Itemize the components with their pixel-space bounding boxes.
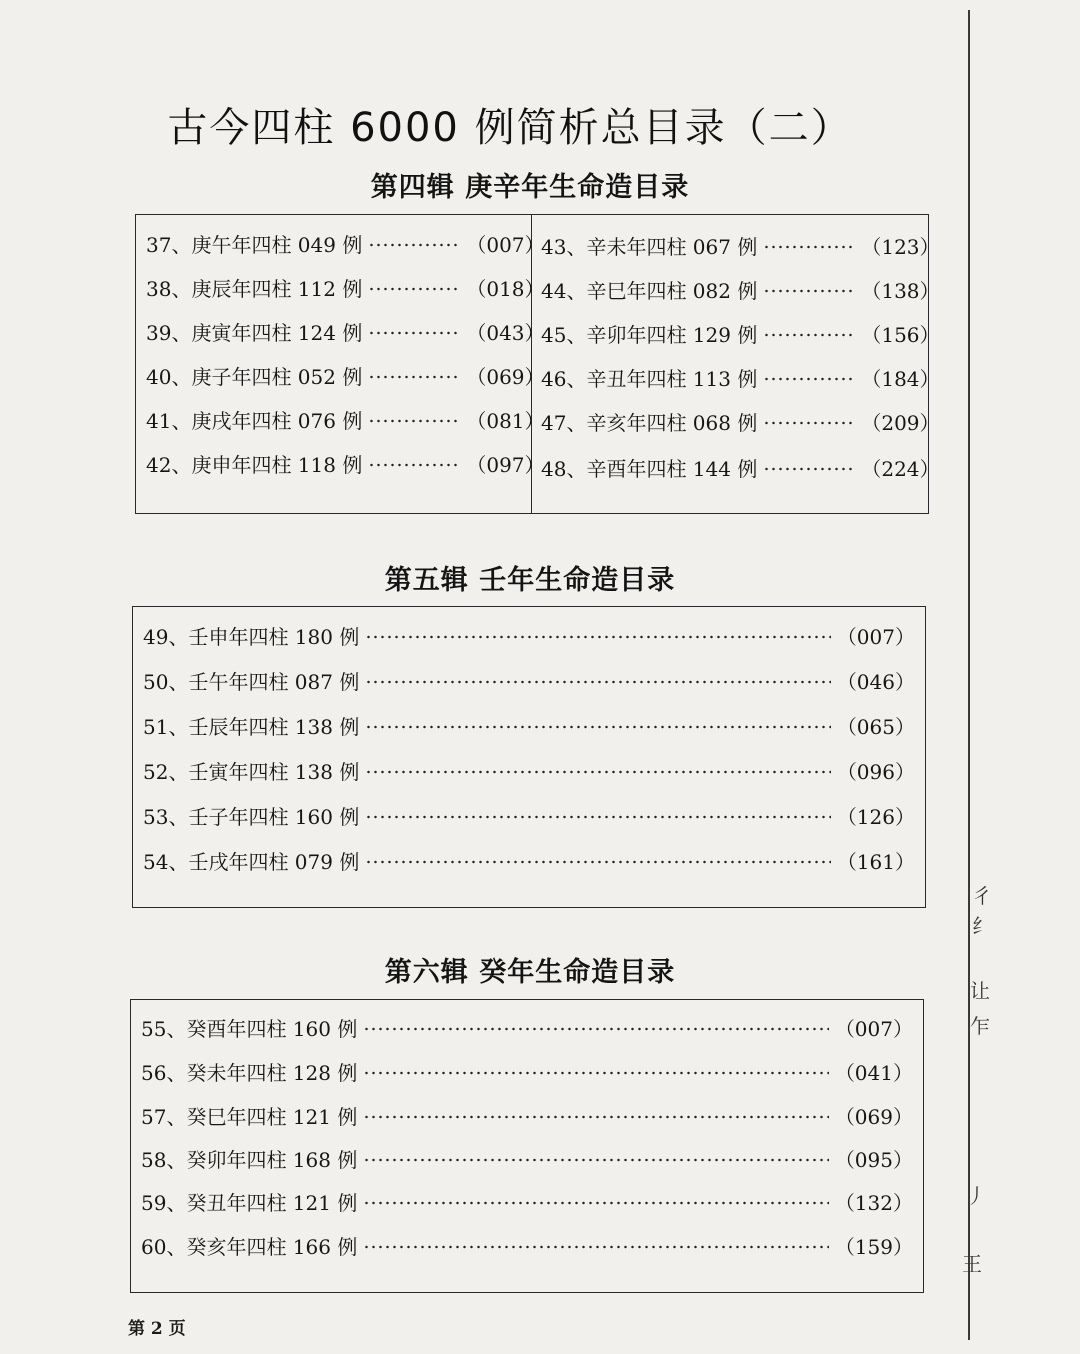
toc-entry: 55、癸酉年四柱 160 例 （007） (141, 1017, 913, 1041)
page-number: 第 2 页 (128, 1319, 186, 1339)
edge-character: 让 (970, 979, 990, 1003)
toc-entry: 58、癸卯年四柱 168 例 （095） (141, 1148, 913, 1172)
edge-character: 乍 (970, 1014, 990, 1038)
toc-entry: 59、癸丑年四柱 121 例 （132） (141, 1191, 913, 1215)
section-4-heading: 第四辑 庚辛年生命造目录 (370, 172, 690, 203)
toc-entry: 47、辛亥年四柱 068 例 （209） (541, 411, 940, 435)
section-5-column (143, 607, 915, 907)
section-6-column (141, 1000, 913, 1292)
edge-character: 纟 (972, 914, 992, 938)
binding-edge-line (968, 10, 970, 1340)
section-5-toc-box (132, 606, 926, 908)
toc-entry: 60、癸亥年四柱 166 例 （159） (141, 1235, 913, 1259)
toc-entry: 39、庚寅年四柱 124 例 （043） (146, 321, 545, 345)
toc-entry: 43、辛未年四柱 067 例 （123） (541, 235, 940, 259)
toc-entry: 48、辛酉年四柱 144 例 （224） (541, 457, 940, 481)
edge-character: 丿 (966, 1184, 986, 1208)
edge-character: 彳 (972, 884, 992, 908)
toc-entry: 49、壬申年四柱 180 例 （007） (143, 625, 915, 649)
toc-entry: 57、癸巳年四柱 121 例 （069） (141, 1105, 913, 1129)
toc-entry: 45、辛卯年四柱 129 例 （156） (541, 323, 940, 347)
toc-entry: 42、庚申年四柱 118 例 （097） (146, 453, 545, 477)
toc-entry: 44、辛巳年四柱 082 例 （138） (541, 279, 940, 303)
toc-entry: 40、庚子年四柱 052 例 （069） (146, 365, 545, 389)
section-6-toc-box (130, 999, 924, 1293)
toc-entry: 41、庚戌年四柱 076 例 （081） (146, 409, 545, 433)
section-5-heading: 第五辑 壬年生命造目录 (384, 565, 676, 596)
toc-entry: 54、壬戌年四柱 079 例 （161） (143, 850, 915, 874)
edge-character: 王 (962, 1252, 982, 1276)
section-4-right-column (541, 215, 940, 513)
toc-entry: 46、辛丑年四柱 113 例 （184） (541, 367, 940, 391)
section-4-toc-box (135, 214, 940, 514)
toc-entry: 53、壬子年四柱 160 例 （126） (143, 805, 915, 829)
toc-entry: 50、壬午年四柱 087 例 （046） (143, 670, 915, 694)
section-4-left-column (146, 215, 545, 513)
toc-entry: 38、庚辰年四柱 112 例 （018） (146, 277, 545, 301)
toc-entry: 37、庚午年四柱 049 例 （007） (146, 233, 545, 257)
toc-entry: 51、壬辰年四柱 138 例 （065） (143, 715, 915, 739)
toc-entry: 56、癸未年四柱 128 例 （041） (141, 1061, 913, 1085)
section-6-heading: 第六辑 癸年生命造目录 (384, 957, 676, 988)
toc-entry: 52、壬寅年四柱 138 例 （096） (143, 760, 915, 784)
page-title: 古今四柱 6000 例简析总目录（二） (167, 105, 853, 151)
